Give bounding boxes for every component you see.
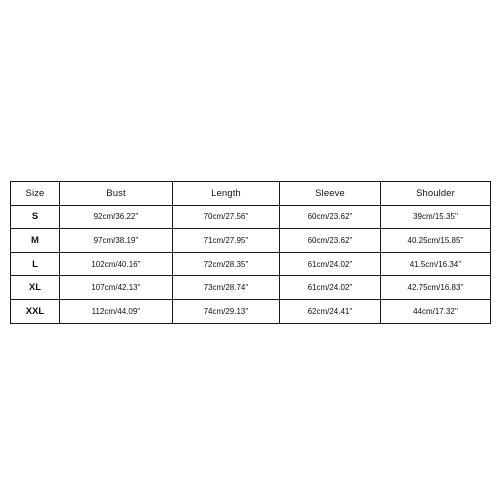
shoulder-cell: 41.5cm/16.34'' bbox=[381, 252, 491, 276]
length-cell: 71cm/27.95'' bbox=[173, 229, 280, 253]
sleeve-cell: 62cm/24.41'' bbox=[280, 299, 381, 323]
table-row bbox=[11, 276, 491, 300]
length-cell: 72cm/28.35'' bbox=[173, 252, 280, 276]
size-cell: L bbox=[11, 252, 60, 276]
table-row bbox=[11, 299, 491, 323]
size-cell: XL bbox=[11, 276, 60, 300]
column-header-length: Length bbox=[173, 182, 280, 206]
size-chart bbox=[10, 181, 490, 324]
bust-cell: 97cm/38.19'' bbox=[60, 229, 173, 253]
shoulder-cell: 39cm/15.35'' bbox=[381, 205, 491, 229]
length-cell: 73cm/28.74'' bbox=[173, 276, 280, 300]
length-cell: 70cm/27.56'' bbox=[173, 205, 280, 229]
size-cell: XXL bbox=[11, 299, 60, 323]
table-header-row bbox=[11, 182, 491, 206]
bust-cell: 112cm/44.09'' bbox=[60, 299, 173, 323]
column-header-bust: Bust bbox=[60, 182, 173, 206]
column-header-size: Size bbox=[11, 182, 60, 206]
bust-cell: 102cm/40.16'' bbox=[60, 252, 173, 276]
sleeve-cell: 60cm/23.62'' bbox=[280, 205, 381, 229]
shoulder-cell: 40.25cm/15.85'' bbox=[381, 229, 491, 253]
sleeve-cell: 61cm/24.02'' bbox=[280, 276, 381, 300]
bust-cell: 107cm/42.13'' bbox=[60, 276, 173, 300]
sleeve-cell: 60cm/23.62'' bbox=[280, 229, 381, 253]
size-cell: S bbox=[11, 205, 60, 229]
column-header-sleeve: Sleeve bbox=[280, 182, 381, 206]
table-row bbox=[11, 205, 491, 229]
bust-cell: 92cm/36.22'' bbox=[60, 205, 173, 229]
table-row bbox=[11, 229, 491, 253]
shoulder-cell: 44cm/17.32'' bbox=[381, 299, 491, 323]
table-row bbox=[11, 252, 491, 276]
size-cell: M bbox=[11, 229, 60, 253]
sleeve-cell: 61cm/24.02'' bbox=[280, 252, 381, 276]
size-chart-table bbox=[10, 181, 491, 324]
shoulder-cell: 42.75cm/16.83'' bbox=[381, 276, 491, 300]
length-cell: 74cm/29.13'' bbox=[173, 299, 280, 323]
column-header-shoulder: Shoulder bbox=[381, 182, 491, 206]
